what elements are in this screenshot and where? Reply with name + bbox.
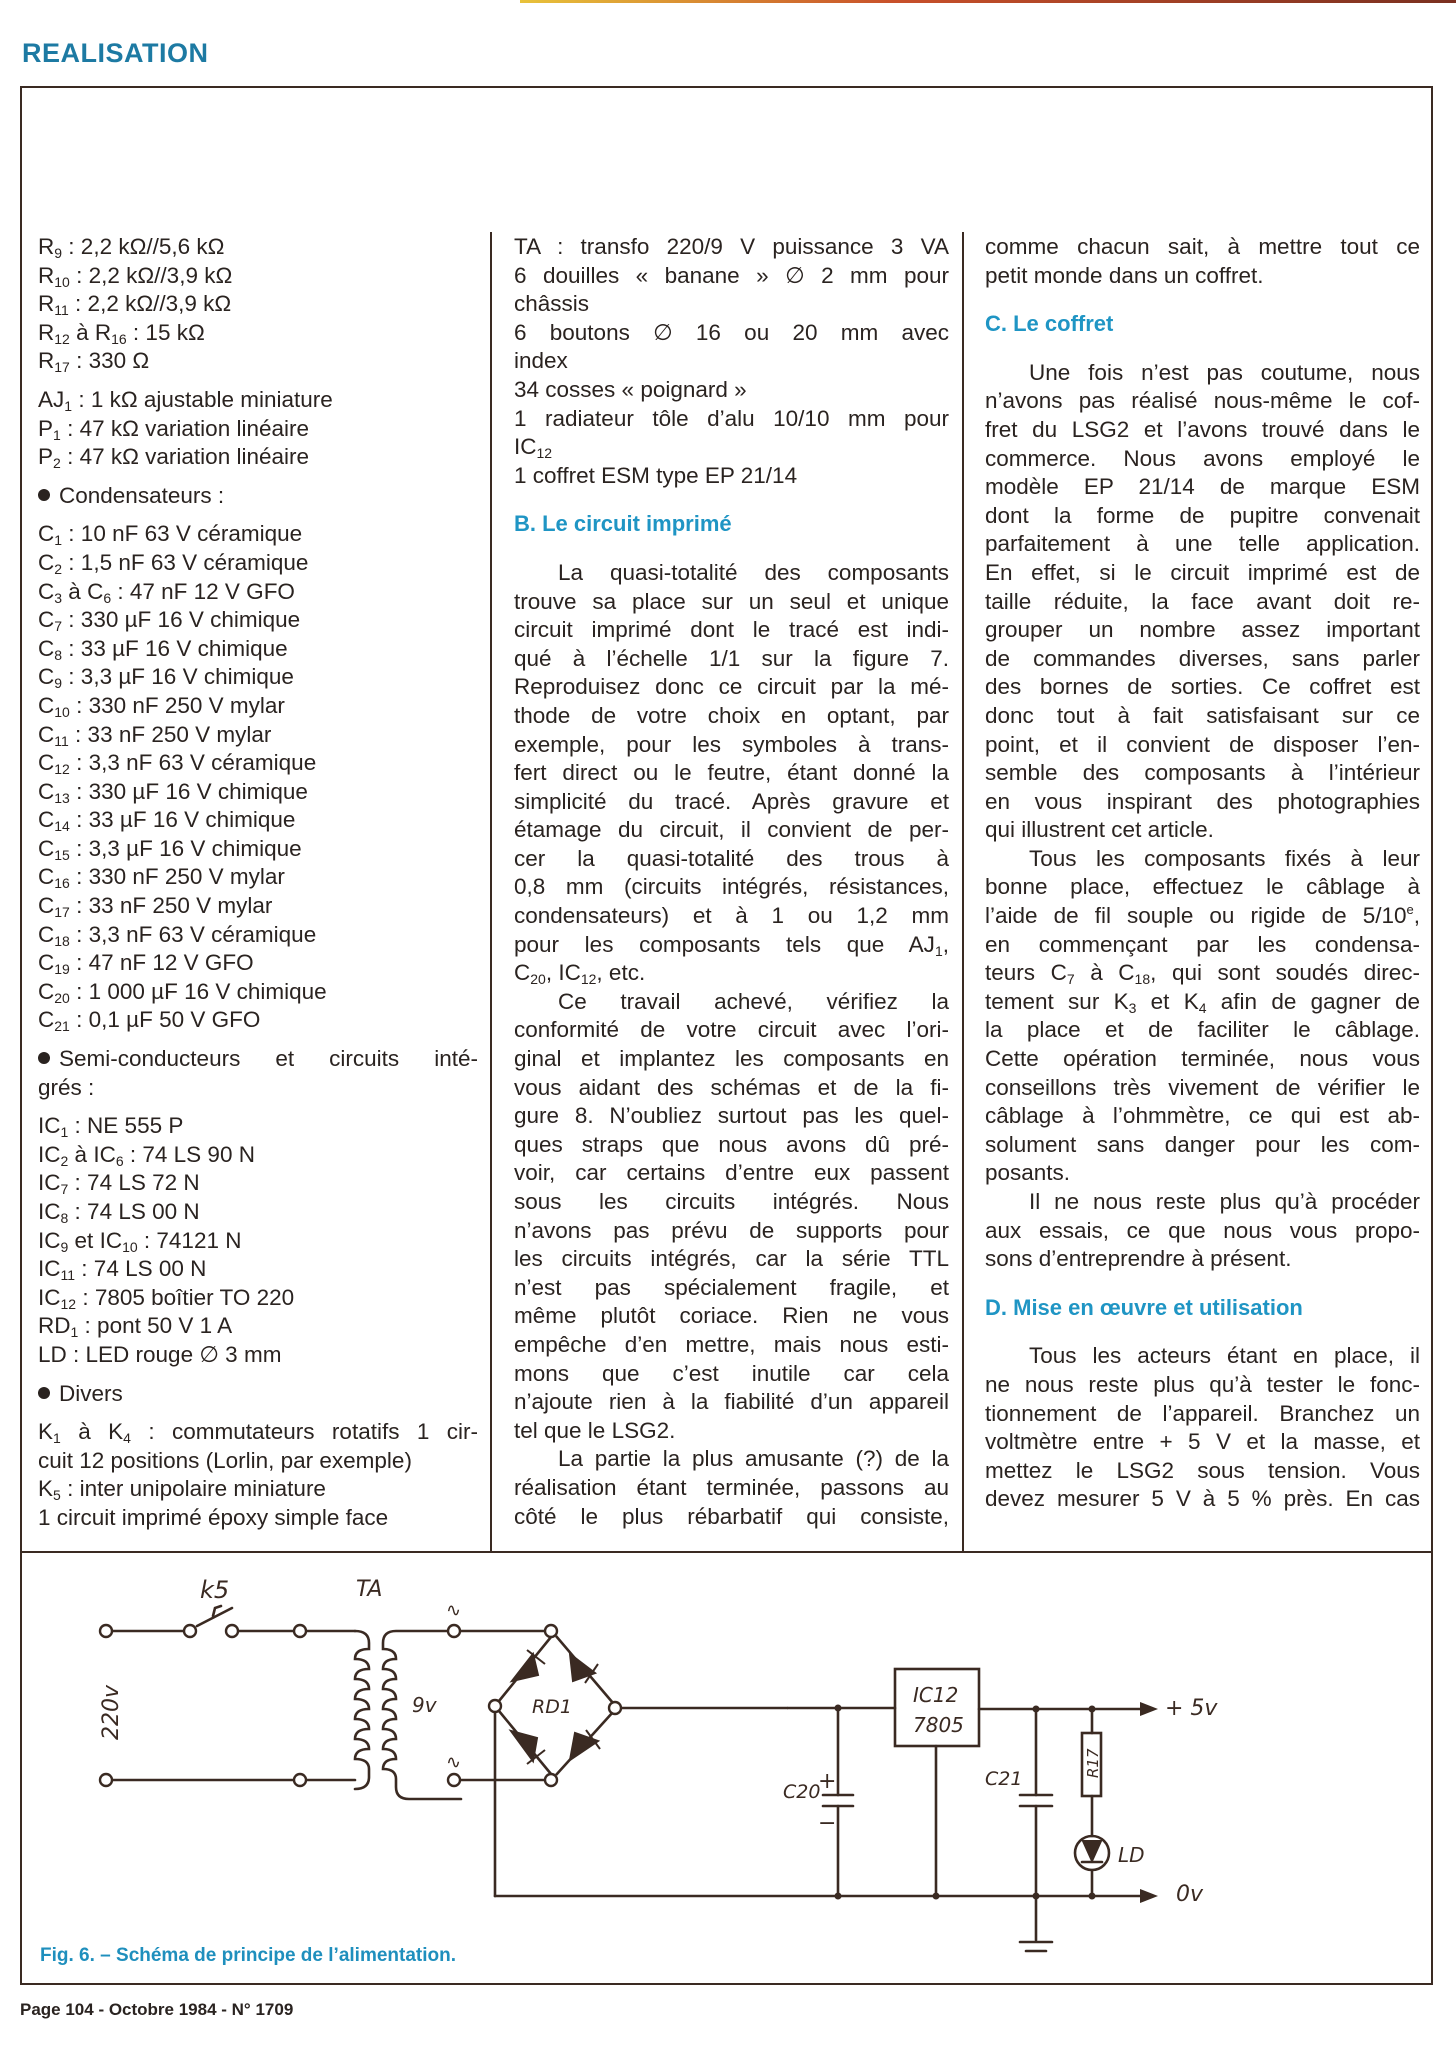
text-line: gure 8. N’oubliez surtout pas les quel- [514,1103,949,1129]
text-line: $AJ_1$ : 1 kΩ ajustable miniature [38,386,333,414]
text-line: tement sur $K_3$ et $K_4$ afin de gagner de [985,988,1420,1016]
heading-coffret: C. Le coffret [985,311,1114,337]
out-gnd-arrow-icon [1140,1889,1158,1903]
label-220v: 220v [99,1684,124,1740]
page-footer: Page 104 - Octobre 1984 - N° 1709 [20,2000,294,2019]
bridge-diode-3 [511,1731,537,1761]
text-line: donc tout à fait satisfaisant sur ce [985,702,1420,728]
label-k5: k5 [200,1576,230,1604]
section-header: REALISATION [22,38,209,68]
heading-circuit-imprime: B. Le circuit imprimé [514,511,732,537]
text-line: 34 cosses « poignard » [514,376,747,402]
text-line: des bornes de sorties. Ce coffret est [985,674,1420,700]
text-line: tionnement de l’appareil. Branchez un [985,1400,1420,1426]
text-line: $P_2$ : 47 kΩ variation linéaire [38,444,310,472]
text-line: cer la quasi-totalité des trous à [514,845,949,871]
bridge-diode-4 [570,1733,598,1760]
text-line: Une fois n’est pas coutume, nous [1029,359,1420,385]
text-line: mettez le LSG2 sous tension. Vous [985,1457,1420,1483]
label-ld: LD [1118,1843,1145,1867]
text-line: point, et il convient de disposer l’en- [985,731,1420,757]
text-line: réalisation étant terminée, passons au [514,1474,949,1500]
text-line: voir, car certains d’entre eux passent [514,1160,949,1186]
text-line: index [514,348,568,374]
text-line: $P_1$ : 47 kΩ variation linéaire [38,415,310,443]
text-line: thode de votre choix en optant, par [514,702,949,728]
text-line: $IC_2$ à $IC_6$ : 74 LS 90 N [38,1141,255,1169]
label-plus-5v: + 5v [1165,1696,1218,1721]
led-diode-triangle [1083,1841,1101,1861]
text-line: $C_{20}$ : 1 000 µF 16 V chimique [38,978,327,1006]
text-line: les circuits intégrés, car la série TTL [514,1246,949,1272]
text-line: $IC_9$ et $IC_{10}$ : 74121 N [38,1227,242,1255]
text-line: $R_{12}$ à $R_{16}$ : 15 kΩ [38,319,205,347]
text-line: trouve sa place sur un seul et unique [514,588,949,614]
text-line: $C_{21}$ : 0,1 µF 50 V GFO [38,1007,261,1035]
text-line: ques straps que nous avons dû pré- [514,1131,949,1157]
text-line: fert direct ou le feutre, étant donné la [514,760,949,786]
text-line: de commandes diverses, sans parler [985,645,1420,671]
figure-caption: Fig. 6. – Schéma de principe de l’alimentation. [40,1945,456,1966]
text-line: $R_{10}$ : 2,2 kΩ//3,9 kΩ [38,262,233,290]
text-line: posants. [985,1160,1071,1186]
switch-k5-contact-1 [184,1625,196,1637]
out-pos-arrow-icon [1140,1702,1158,1716]
text-line: $C_{11}$ : 33 nF 250 V mylar [38,721,272,749]
heading-mise-en-oeuvre: D. Mise en œuvre et utilisation [985,1294,1303,1320]
text-line: $C_7$ : 330 µF 16 V chimique [38,607,301,635]
text-line: petit monde dans un coffret. [985,262,1264,288]
text-line: conformité de votre circuit avec l’ori- [514,1017,949,1043]
text-line: $C_9$ : 3,3 µF 16 V chimique [38,664,294,692]
text-line: $C_{20}$, $IC_{12}$, etc. [514,960,646,988]
text-line: $C_{13}$ : 330 µF 16 V chimique [38,778,308,806]
text-line: la place et de faciliter le câblage. [985,1017,1420,1043]
text-line: La quasi-totalité des composants [558,559,949,585]
text-line: $IC_{12}$ : 7805 boîtier TO 220 [38,1284,295,1312]
text-line: pour les composants tels que $AJ_1$, [514,931,949,959]
text-line: ginal et implantez les composants en [514,1046,949,1072]
text-line: $C_8$ : 33 µF 16 V chimique [38,635,288,663]
bridge-diode-1 [512,1654,538,1681]
text-line: simplicité du tracé. Après gravure et [514,788,949,814]
text-line: empêche d’en mettre, mais nous esti- [514,1331,949,1357]
text-line: $IC_8$ : 74 LS 00 N [38,1199,200,1226]
text-line: 6 boutons ∅ 16 ou 20 mm avec [514,319,949,345]
text-line: châssis [514,291,590,317]
text-line: en commençant par les condensa- [985,931,1420,957]
transformer-primary-coil [355,1631,369,1789]
text-line: conseillons très vivement de vérifier le [985,1074,1420,1100]
text-line: 6 douilles « banane » ∅ 2 mm pour [514,262,949,288]
text-line: exemple, pour les symboles à trans- [514,731,949,757]
label-0v: 0v [1176,1882,1204,1907]
text-line: Il ne nous reste plus qu’à procéder [1029,1189,1420,1214]
label-c20: C20 [783,1781,821,1803]
text-line: comme chacun sait, à mettre tout ce [985,234,1420,259]
text-line: $K_1$ à $K_4$ : commutateurs rotatifs 1 cir- [38,1419,478,1447]
text-line: $K_5$ : inter unipolaire miniature [38,1476,326,1504]
condensateurs-heading: Condensateurs : [38,482,478,511]
text-line: semble des composants à l’intérieur [985,760,1420,786]
text-line: mons que c’est inutile car cela [514,1360,949,1386]
text-line: $C_{10}$ : 330 nF 250 V mylar [38,692,285,720]
text-line: $IC_{11}$ : 74 LS 00 N [38,1256,207,1284]
label-r17: R17 [1084,1748,1102,1778]
text-line: côté le plus rébarbatif qui consiste, [514,1503,949,1529]
text-line: devez mesurer 5 V à 5 % près. En cas [985,1486,1420,1512]
text-line: teurs $C_7$ à $C_{18}$, qui sont soudés direc- [985,960,1421,988]
text-line: $C_{12}$ : 3,3 nF 63 V céramique [38,750,317,778]
text-line: cuit 12 positions (Lorlin, par exemple) [38,1447,412,1473]
label-ic12: IC12 [913,1683,959,1707]
text-line: $IC_{12}$ [514,434,553,462]
label-c20-plus: + [818,1769,837,1794]
text-line: n’avons pas prévu de supports pour [514,1217,949,1243]
text-line: $R_{17}$ : 330 Ω [38,348,150,376]
text-line: dont la forme de pupitre convenait [985,502,1420,528]
text-line: $C_{15}$ : 3,3 µF 16 V chimique [38,835,302,863]
text-line: voltmètre entre + 5 V et la masse, et [985,1429,1420,1455]
semis-heading-cont: grés : [38,1074,95,1100]
text-line: $R_9$ : 2,2 kΩ//5,6 kΩ [38,234,225,261]
text-line: n’est pas spécialement fragile, et [514,1274,949,1300]
text-line: ne nous reste plus qu’à tester le fonc- [985,1371,1420,1397]
text-line: en vous inspirant des photographies [985,788,1420,814]
text-line: $C_{19}$ : 47 nF 12 V GFO [38,950,254,978]
text-line: circuit imprimé dont le tracé est indi- [514,617,949,643]
text-line: Tous les composants fixés à leur [1029,845,1420,871]
text-line: Cette opération terminée, nous vous [985,1046,1420,1072]
label-7805: 7805 [913,1713,964,1737]
text-line: n’ajoute rien à la fiabilité d’un appareil [514,1389,949,1415]
text-line: $C_{18}$ : 3,3 nF 63 V céramique [38,921,317,949]
switch-k5-contact-2 [226,1625,238,1637]
text-line: n’avons pas réalisé nous-même le cof- [985,388,1420,414]
text-line: $IC_1$ : NE 555 P [38,1113,184,1141]
text-line: La partie la plus amusante (?) de la [558,1446,949,1472]
text-line: $RD_1$ : pont 50 V 1 A [38,1313,233,1341]
text-line: $C_1$ : 10 nF 63 V céramique [38,521,303,549]
text-line: 1 radiateur tôle d’alu 10/10 mm pour [514,405,949,431]
text-line: 1 circuit imprimé époxy simple face [38,1504,389,1530]
text-line: $C_{16}$ : 330 nF 250 V mylar [38,864,285,892]
text-line: parfaitement à une telle application. [985,531,1420,557]
label-rd1: RD1 [532,1696,572,1718]
text-line: même plutôt coriace. Rien ne vous [514,1303,949,1329]
text-line: LD : LED rouge ∅ 3 mm [38,1341,282,1367]
label-c21: C21 [985,1768,1023,1790]
text-line: $IC_7$ : 74 LS 72 N [38,1170,200,1198]
text-line: qui illustrent cet article. [985,817,1214,843]
text-line: 1 coffret ESM type EP 21/14 [514,462,798,488]
text-line: câblage à l’ohmmètre, ce qui est ab- [985,1103,1420,1129]
text-line: aux essais, ce que nous vous propo- [985,1217,1420,1243]
text-line: vous aidant des schémas et de la fi- [514,1074,949,1100]
text-line: Tous les acteurs étant en place, il [1029,1343,1420,1369]
text-line: $C_3$ à $C_6$ : 47 nF 12 V GFO [38,578,295,606]
text-line: En effet, si le circuit imprimé est de [985,559,1420,585]
semis-heading: Semi-conducteurs et circuits inté- [38,1045,478,1074]
text-line: commerce. Nous avons employé le [985,445,1420,471]
text-line: bonne place, effectuez le câblage à [985,874,1420,900]
label-secondary-bottom: ∿ [446,1752,462,1773]
text-line: étamage du circuit, il convient de per- [514,817,949,843]
text-line: TA : transfo 220/9 V puissance 3 VA [514,234,949,259]
text-line: $R_{11}$ : 2,2 kΩ//3,9 kΩ [38,291,232,319]
label-9v: 9v [412,1693,437,1717]
text-line: $C_{17}$ : 33 nF 250 V mylar [38,893,273,921]
text-line: grouper un nombre assez important [985,617,1420,643]
text-line: 0,8 mm (circuits intégrés, résistances, [514,874,949,900]
text-line: $C_2$ : 1,5 nF 63 V céramique [38,549,309,577]
label-ta: TA [356,1577,383,1602]
text-line: qué à l’échelle 1/1 sur la figure 7. [514,645,949,671]
text-line: tel que le LSG2. [514,1417,676,1443]
text-line: sons d’entreprendre à présent. [985,1246,1292,1272]
text-line: condensateurs) et à 1 ou 1,2 mm [514,903,949,929]
text-line: Ce travail achevé, vérifiez la [558,988,949,1014]
text-line: solument sans danger pour les com- [985,1131,1420,1157]
divers-heading: Divers [38,1380,478,1409]
text-line: modèle EP 21/14 de marque ESM [985,474,1420,500]
text-line: sous les circuits intégrés. Nous [514,1189,949,1214]
text-line: fret du LSG2 et l’avons trouvé dans le [985,416,1420,442]
text-line: Reproduisez donc ce circuit par la mé- [514,674,949,700]
text-line: l’aide de fil souple ou rigide de 5/10e, [985,902,1420,929]
label-secondary-top: ∿ [446,1600,462,1621]
text-line: $C_{14}$ : 33 µF 16 V chimique [38,807,296,835]
text-line: taille réduite, la face avant doit re- [985,588,1420,614]
label-c20-minus: − [818,1811,837,1836]
